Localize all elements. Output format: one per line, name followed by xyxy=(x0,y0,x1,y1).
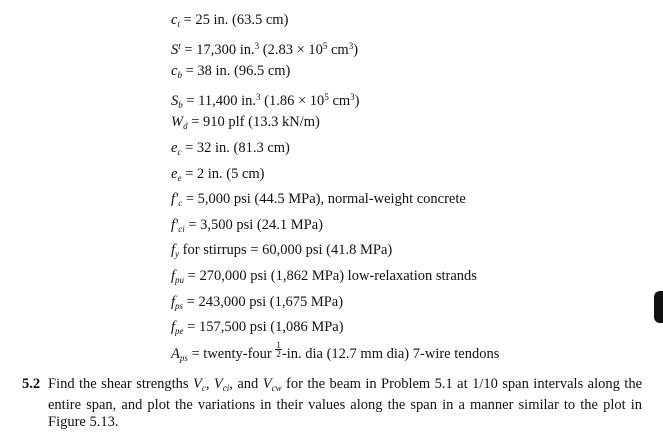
symbol-fpe: $f_{pe}$ xyxy=(171,319,184,337)
symbol-fc: $f'_c$ xyxy=(171,191,183,209)
value-sb: = 11,400 in.$^3$ ($1.86 \times 10^5$ $cm^3$) xyxy=(186,91,360,109)
value-fpe: = 157,500 psi (1,086 MPa) xyxy=(187,319,344,336)
symbol-aps: $A_{ps}$ xyxy=(171,345,188,363)
value-fy: for stirrups = 60,000 psi (41.8 MPa) xyxy=(182,242,393,259)
symbol-sb: $S_b$ xyxy=(171,92,183,110)
problem-text: Find the shear strengths $V_c$, $V_{ci}$, and $V_{cw}$ for the beam in Problem 5.1 at 1/10 span intervals along the entire span, and plot the variations in their values along the span in a manner similar to the plot in Figure 5.13. xyxy=(48,376,643,430)
value-ee: = 2 in. (5 cm) xyxy=(185,165,265,182)
value-fpu: = 270,000 psi (1,862 MPa) low-relaxation strands xyxy=(187,267,477,284)
symbol-fci: $f'_{ci}$ xyxy=(171,216,185,234)
symbol-ee: $e_e$ xyxy=(171,165,182,183)
property-fpe xyxy=(171,315,499,341)
property-ee xyxy=(171,162,499,188)
symbol-ec: $e_c$ xyxy=(171,139,182,157)
value-fps: = 243,000 psi (1,675 MPa) xyxy=(186,293,344,310)
property-fci xyxy=(171,213,499,239)
value-st: = 17,300 in.$^3$ ($2.83 \times 10^5$ $cm^3$) xyxy=(184,40,359,58)
property-wd xyxy=(171,110,499,136)
fraction-half: $\frac{1}{2}$ xyxy=(276,339,281,359)
property-aps xyxy=(171,341,499,367)
problem-number: 5.2 xyxy=(22,376,41,392)
problem-5-2 xyxy=(22,376,642,431)
property-fc xyxy=(171,187,499,213)
property-ec xyxy=(171,136,499,162)
symbol-st: $S^t$ xyxy=(171,40,181,58)
property-fy xyxy=(171,238,499,264)
value-ct: = 25 in. (63.5 cm) xyxy=(183,12,289,28)
property-cb xyxy=(171,59,499,85)
value-fc: = 5,000 psi (44.5 MPa), normal-weight concrete xyxy=(185,191,466,208)
value-aps: = twenty-four $\frac{1}{2}$ -in. dia (12.7 mm dia) 7-wire tendons xyxy=(191,339,500,362)
property-st xyxy=(171,34,499,60)
value-ec: = 32 in. (81.3 cm) xyxy=(185,139,290,156)
symbol-fpu: $f_{pu}$ xyxy=(171,267,185,285)
page-edge-mark xyxy=(654,291,663,323)
symbol-ct: $c_t$ xyxy=(171,12,180,29)
value-fci: = 3,500 psi (24.1 MPa) xyxy=(188,216,323,233)
value-cb: = 38 in. (96.5 cm) xyxy=(185,63,291,80)
property-ct xyxy=(171,8,499,34)
property-fpu xyxy=(171,264,499,290)
symbol-wd: $W_d$ xyxy=(171,114,188,132)
property-sb xyxy=(171,85,499,111)
symbol-cb: $c_b$ xyxy=(171,63,182,81)
value-wd: = 910 plf (13.3 kN/m) xyxy=(191,114,320,131)
symbol-fps: $f_{ps}$ xyxy=(171,293,184,311)
symbol-fy: $f_y$ xyxy=(171,242,180,260)
property-fps xyxy=(171,290,499,316)
given-properties-list xyxy=(171,8,499,366)
